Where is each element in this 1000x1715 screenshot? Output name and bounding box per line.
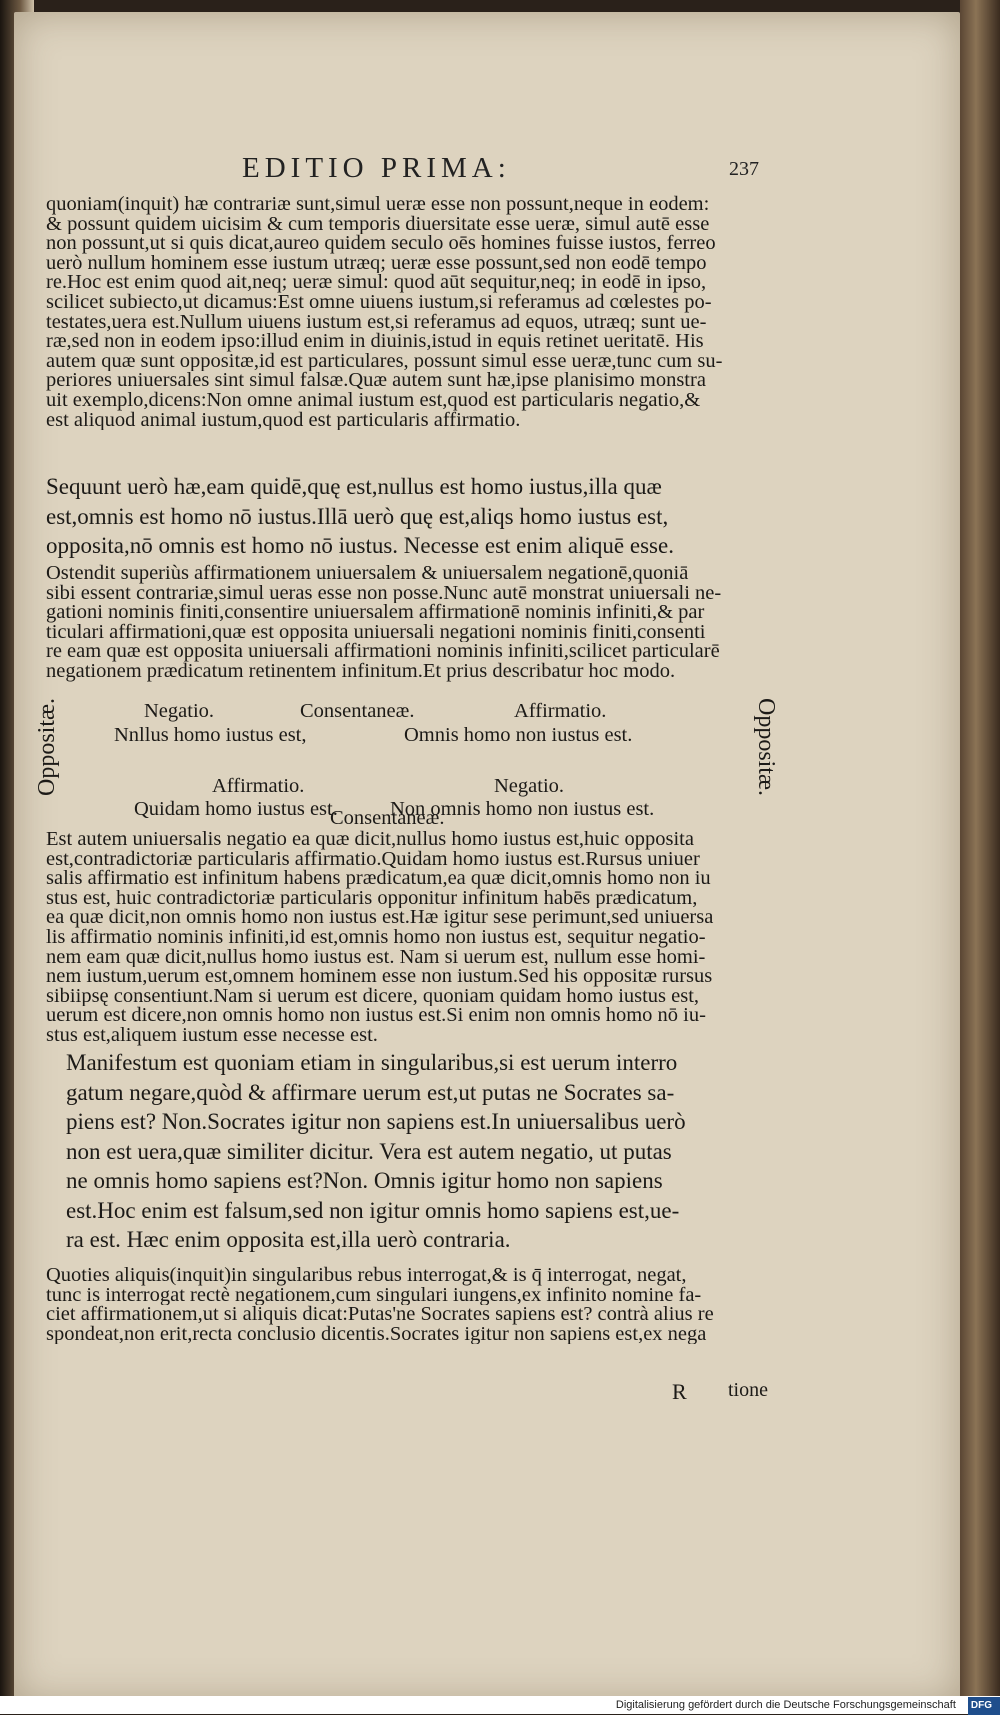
diagram-top-right-label: Affirmatio. bbox=[514, 700, 607, 722]
diagram-top-left-proposition: Nnllus homo iustus est, bbox=[114, 724, 307, 746]
page-number: 237 bbox=[729, 158, 759, 180]
text-line: quoniam(inquit) hæ contrariæ sunt,simul ueræ esse non possunt,neque in eodem: bbox=[46, 195, 710, 215]
diagram-side-label-left: Oppositæ. bbox=[34, 698, 60, 797]
commentary-block-2 bbox=[46, 564, 791, 682]
text-line: Est autem uniuersalis negatio ea quæ dicit,nullus homo iustus est,huic opposita bbox=[46, 830, 694, 850]
text-line: piens est? Non.Socrates igitur non sapiens est.In uniuersalibus uerò bbox=[66, 1109, 686, 1134]
text-line: Sequunt uerò hæ,eam quidē,quę est,nullus est homo iustus,illa quæ bbox=[46, 474, 662, 499]
text-line: non est uera,quæ similiter dicitur. Vera est autem negatio, ut putas bbox=[66, 1138, 672, 1164]
dfg-logo: DFG bbox=[968, 1697, 1000, 1715]
commentary-block-1 bbox=[46, 195, 791, 430]
aristotle-text-1 bbox=[46, 472, 791, 561]
text-line: uit exemplo,dicens:Non omne animal iustum est,quod est particularis negatio,& bbox=[46, 390, 701, 411]
text-line: Ostendit superiùs affirmationem uniuersalem & uniuersalem negationē,quoniā bbox=[46, 564, 689, 584]
diagram-bottom-left-proposition: Quidam homo iustus est. bbox=[134, 798, 338, 820]
text-line: salis affirmatio est infinitum habens prædicatum,ea quæ dicit,omnis homo non iu bbox=[46, 869, 711, 889]
text-line: non possunt,ut si quis dicat,aureo quidem seculo oēs homines fuisse iustos, ferreo bbox=[46, 234, 716, 254]
text-line: est,contradictoriæ particularis affirmatio.Quidam homo iustus est.Rursus uniuer bbox=[46, 849, 700, 870]
text-line: stus est, huic contradictoriæ particularis opponitur infinitum habēs prædicatum, bbox=[46, 888, 698, 909]
commentary-block-3 bbox=[46, 830, 791, 1046]
text-line: ræ,sed non in eodem ipso:illud enim in diuinis,istud in equis retinet ueritatē. His bbox=[46, 332, 704, 352]
book-page bbox=[14, 12, 960, 1702]
diagram-top-left-label: Negatio. bbox=[144, 700, 215, 722]
text-line: autem quæ sunt oppositæ,id est particulares, possunt simul esse ueræ,tunc cum su- bbox=[46, 351, 723, 372]
text-line: Manifestum est quoniam etiam in singularibus,si est uerum interro bbox=[66, 1050, 678, 1075]
text-line: ra est. Hæc enim opposita est,illa uerò contraria. bbox=[66, 1227, 511, 1252]
digitization-footer bbox=[0, 1696, 1000, 1714]
text-line: negationem prædicatum retinentem infinitum.Et prius describatur hoc modo. bbox=[46, 661, 676, 682]
text-line: ticulari affirmationi,quæ est opposita uniuersali negationi nominis finiti,consenti bbox=[46, 622, 706, 643]
text-line: uerum est dicere,non omnis homo non iustus est.Si enim non omnis homo nō iu- bbox=[46, 1006, 706, 1026]
book-page-edges bbox=[960, 0, 1000, 1714]
running-title: EDITIO PRIMA: bbox=[242, 152, 511, 184]
diagram-side-label-right: Oppositæ. bbox=[753, 698, 779, 797]
text-line: re eam quæ est opposita uniuersali affirmationi nominis infiniti,scilicet particularē bbox=[46, 642, 720, 662]
text-line: lis affirmatio nominis infiniti,id est,omnis homo non iustus est, sequitur negatio- bbox=[46, 927, 706, 948]
text-line: testates,uera est.Nullum uiuens iustum est,si referamus ad equos, utræq; sunt ue- bbox=[46, 312, 707, 333]
diagram-bottom-right-label: Negatio. bbox=[494, 775, 565, 797]
text-line: gationi nominis finiti,consentire uniuersalem affirmationē nominis infiniti,& par bbox=[46, 603, 705, 623]
text-line: nem eam quæ dicit,nullus homo iustus est. Nam si uerum est, nullum esse homi- bbox=[46, 947, 706, 968]
text-line: stus est,aliquem iustum esse necesse est. bbox=[46, 1025, 378, 1046]
text-line: est,omnis est homo nō iustus.Illā uerò quę est,aliqs homo iustus est, bbox=[46, 503, 669, 529]
text-line: sibiipsę consentiunt.Nam si uerum est dicere, quoniam quidam homo iustus est, bbox=[46, 986, 700, 1007]
text-line: scilicet subiecto,ut dicamus:Est omne uiuens iustum,si referamus ad cœlestes po- bbox=[46, 292, 712, 313]
text-line: ea quæ dicit,non omnis homo non iustus est.Hæ igitur sese perimunt,sed uniuersa bbox=[46, 908, 714, 928]
aristotle-text-2 bbox=[66, 1048, 766, 1255]
text-line: ne omnis homo sapiens est?Non. Omnis igitur homo non sapiens bbox=[66, 1168, 663, 1193]
commentary-block-4 bbox=[46, 1266, 791, 1344]
text-line: est aliquod animal iustum,quod est particularis affirmatio. bbox=[46, 410, 521, 431]
text-line: sibi essent contrariæ,simul ueras esse non posse.Nunc autē monstrat uniuersali ne- bbox=[46, 583, 722, 604]
diagram-bottom-middle-label: Consentaneæ. bbox=[330, 807, 445, 829]
text-line: nem iustum,uerum est,omnem hominem esse non iustum.Sed his oppositæ rursus bbox=[46, 967, 713, 987]
text-line: re.Hoc est enim quod ait,neq; ueræ simul: quod aūt sequitur,neq; in eodē in ipso, bbox=[46, 273, 707, 293]
signature-mark: R bbox=[672, 1379, 687, 1404]
text-line: periores uniuersales sint simul falsæ.Quæ autem sunt hæ,ipse planisimo monstra bbox=[46, 371, 706, 391]
diagram-bottom-right-proposition: Non omnis homo non iustus est. bbox=[390, 798, 655, 820]
text-line: gatum negare,quòd & affirmare uerum est,ut putas ne Socrates sa- bbox=[66, 1079, 675, 1105]
diagram-bottom-left-label: Affirmatio. bbox=[212, 775, 305, 797]
text-line: ciet affirmationem,ut si aliquis dicat:Putas'ne Socrates sapiens est? contrà alius re bbox=[46, 1305, 714, 1325]
catchword: tione bbox=[728, 1379, 768, 1401]
funding-credit: Digitalisierung gefördert durch die Deutsche Forschungsgemeinschaft bbox=[615, 1699, 956, 1711]
text-line: Quoties aliquis(inquit)in singularibus rebus interrogat,& is q̄ interrogat, negat, bbox=[46, 1266, 687, 1286]
text-line: uerò nullum hominem esse iustum utræq; ueræ esse possunt,sed non eodē tempo bbox=[46, 253, 707, 274]
text-line: opposita,nō omnis est homo nō iustus. Necesse est enim aliquē esse. bbox=[46, 533, 674, 558]
text-line: spondeat,non erit,recta conclusio dicentis.Socrates igitur non sapiens est,ex nega bbox=[46, 1324, 707, 1345]
text-line: tunc is interrogat rectè negationem,cum singulari iungens,ex infinito nomine fa- bbox=[46, 1285, 702, 1306]
diagram-top-right-proposition: Omnis homo non iustus est. bbox=[404, 724, 633, 746]
text-line: est.Hoc enim est falsum,sed non igitur omnis homo sapiens est,ue- bbox=[66, 1197, 680, 1223]
diagram-top-middle-label: Consentaneæ. bbox=[300, 700, 415, 722]
text-line: & possunt quidem uicisim & cum temporis diuersitate esse ueræ, simul autē esse bbox=[46, 214, 710, 235]
